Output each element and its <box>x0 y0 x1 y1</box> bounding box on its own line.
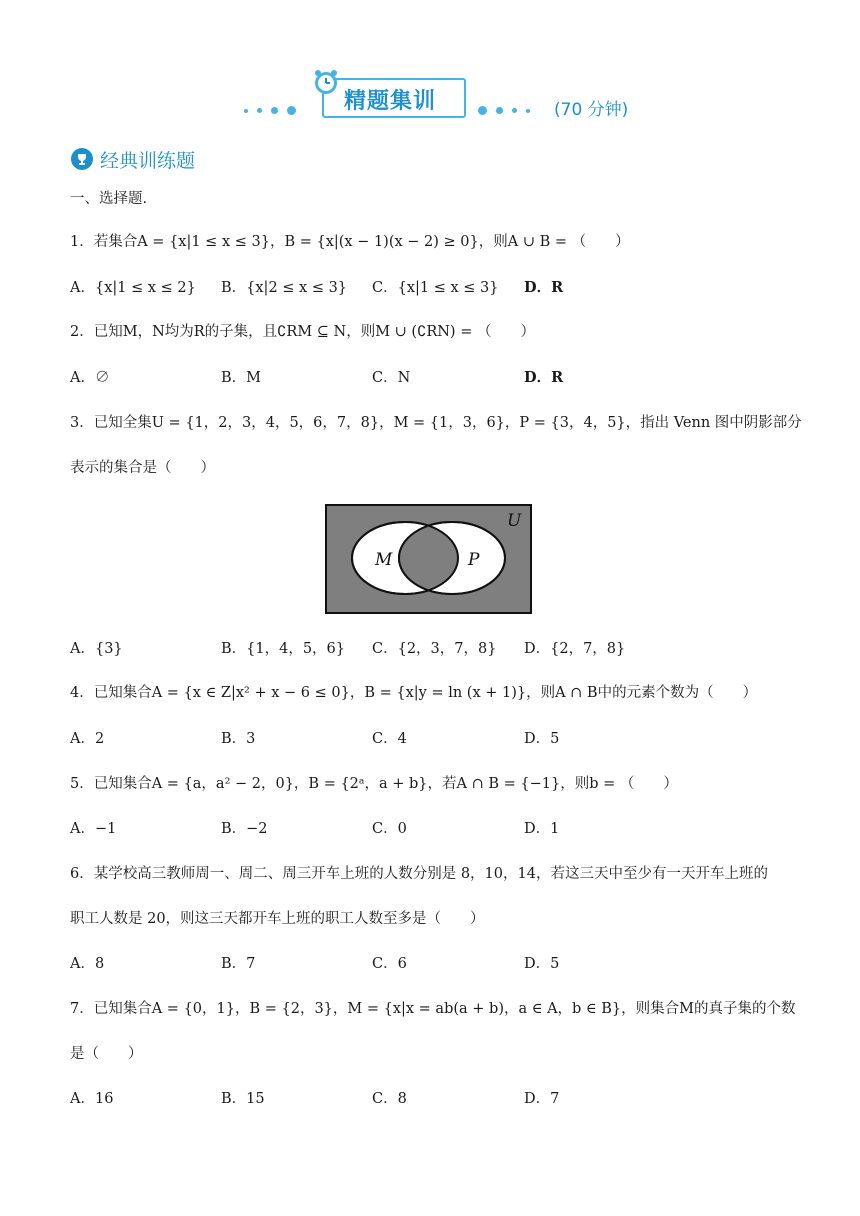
question-2-option-a: A．∅ <box>70 370 110 386</box>
question-5-option-b: B．−2 <box>221 821 268 837</box>
question-4-option-a: A．2 <box>70 731 105 747</box>
banner-dots-right <box>478 100 539 112</box>
question-6-option-a: A．8 <box>70 956 105 972</box>
trophy-icon <box>70 147 94 171</box>
question-4-option-d: D．5 <box>524 731 560 747</box>
question-5-option-c: C．0 <box>372 821 407 837</box>
question-2-option-b: B．M <box>221 370 262 386</box>
question-7-option-b: B．15 <box>221 1091 265 1107</box>
question-6-option-d: D．5 <box>524 956 560 972</box>
question-3-option-d: D．{2，7，8} <box>524 641 626 657</box>
question-5-option-d: D．1 <box>524 821 560 837</box>
question-1-stem: 1．若集合A = {x|1 ≤ x ≤ 3}，B = {x|(x − 1)(x − 2) ≥ 0}，则A ∪ B = （ ） <box>70 234 630 250</box>
question-6-option-c: C．6 <box>372 956 407 972</box>
venn-label-p: P <box>468 550 480 570</box>
question-2-option-d: D．R <box>524 369 564 386</box>
question-4-option-b: B．3 <box>221 731 256 747</box>
venn-diagram <box>325 504 532 614</box>
question-3-option-c: C．{2，3，7，8} <box>372 641 497 657</box>
question-5-stem: 5．已知集合A = {a，a² − 2，0}，B = {2ᵃ，a + b}，若A ∩ B = {−1}，则b = （ ） <box>70 776 678 792</box>
question-3-stem: 3．已知全集U = {1，2，3，4，5，6，7，8}，M = {1，3，6}，P = {3，4，5}，指出 Venn 图中阴影部分 <box>70 415 802 431</box>
part-heading: 一、选择题. <box>70 191 148 207</box>
banner-dots-left <box>244 100 305 112</box>
question-6-stem: 6．某学校高三教师周一、周二、周三开车上班的人数分别是 8，10，14，若这三天中至少有一天开车上班的 <box>70 866 768 882</box>
question-7-option-d: D．7 <box>524 1091 560 1107</box>
question-3-stem-continued: 表示的集合是（ ） <box>70 460 215 476</box>
question-7-stem-continued: 是（ ） <box>70 1046 143 1062</box>
question-5-option-a: A．−1 <box>70 821 117 837</box>
question-4-option-c: C．4 <box>372 731 407 747</box>
question-3-option-a: A．{3} <box>70 641 123 657</box>
question-7-option-c: C．8 <box>372 1091 407 1107</box>
question-2-option-c: C．N <box>372 370 411 386</box>
question-1-option-c: C．{x|1 ≤ x ≤ 3} <box>372 280 499 296</box>
venn-label-u: U <box>507 511 522 531</box>
question-1-option-b: B．{x|2 ≤ x ≤ 3} <box>221 280 348 296</box>
question-1-option-d: D．R <box>524 279 564 296</box>
question-1-option-a: A．{x|1 ≤ x ≤ 2} <box>70 280 196 296</box>
section-title: 经典训练题 <box>100 150 196 172</box>
question-3-option-b: B．{1，4，5，6} <box>221 641 346 657</box>
question-4-stem: 4．已知集合A = {x ∈ Z|x² + x − 6 ≤ 0}，B = {x|y = ln (x + 1)}，则A ∩ B中的元素个数为（ ） <box>70 685 758 701</box>
question-7-stem: 7．已知集合A = {0，1}，B = {2，3}，M = {x|x = ab(a + b)，a ∈ A，b ∈ B}，则集合M的真子集的个数 <box>70 1001 796 1017</box>
question-6-option-b: B．7 <box>221 956 256 972</box>
question-6-stem-continued: 职工人数是 20，则这三天都开车上班的职工人数至多是（ ） <box>70 911 485 927</box>
venn-label-m: M <box>375 550 393 570</box>
alarm-clock-icon <box>312 68 340 96</box>
question-2-stem: 2．已知M，N均为R的子集，且∁RM ⊆ N，则M ∪ (∁RN) = （ ） <box>70 324 535 340</box>
banner-time: (70 分钟) <box>554 100 629 120</box>
question-7-option-a: A．16 <box>70 1091 114 1107</box>
banner-title: 精题集训 <box>344 89 437 114</box>
